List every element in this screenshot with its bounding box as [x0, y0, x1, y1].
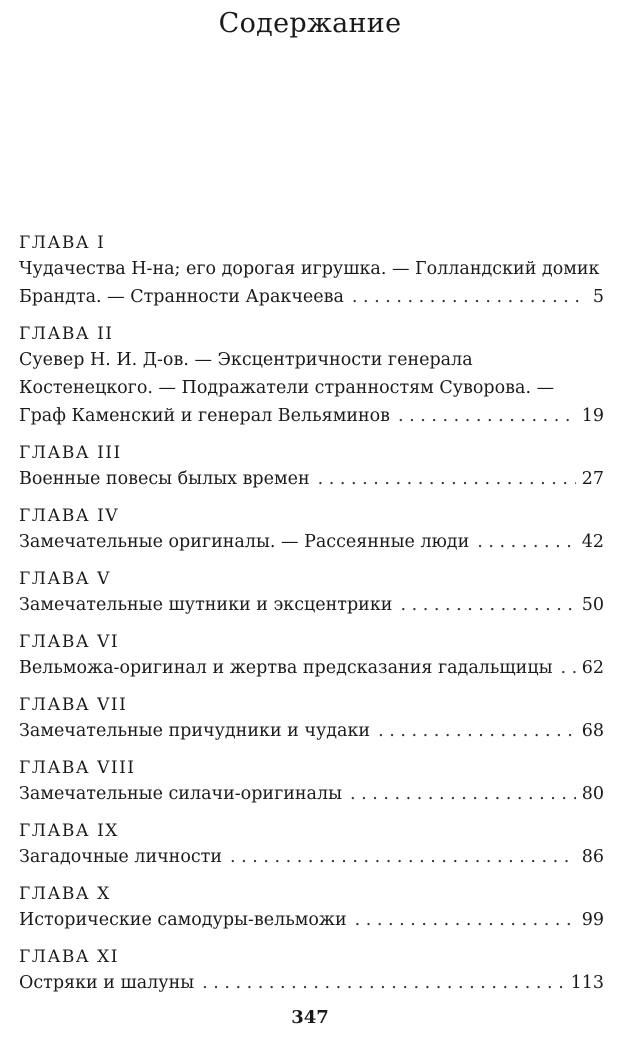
dot-leader: [477, 528, 575, 556]
entry-final-line: [19, 654, 604, 682]
chapter-heading: ГЛАВА VI: [19, 632, 120, 652]
entry-page-number: 113: [570, 973, 604, 993]
entry-final-line: [19, 402, 604, 430]
entry-page-number: 99: [581, 910, 604, 930]
entry-title-line: Граф Каменский и генерал Вельяминов: [19, 406, 391, 426]
entry-title-line: Замечательные силачи-оригиналы: [19, 784, 343, 804]
entry-title-line: Замечательные шутники и эксцентрики: [19, 595, 393, 615]
toc-entry: [19, 630, 604, 682]
chapter-heading: ГЛАВА V: [19, 569, 111, 589]
page-number: 347: [291, 1007, 329, 1028]
chapter-heading: ГЛАВА II: [19, 324, 114, 344]
chapter-heading: ГЛАВА VII: [19, 695, 128, 715]
chapter-heading: ГЛАВА XI: [19, 947, 119, 967]
entry-page-number: 80: [581, 784, 604, 804]
entry-final-line: [19, 465, 604, 493]
entry-title-line: Исторические самодуры-вельможи: [19, 910, 347, 930]
entry-final-line: [19, 528, 604, 556]
entry-final-line: [19, 969, 604, 997]
entry-title-line: Остряки и шалуны: [19, 973, 195, 993]
entry-title-line: Замечательные оригиналы. — Рассеянные люди: [19, 532, 470, 552]
entry-title-line: Замечательные причудники и чудаки: [19, 721, 371, 741]
chapter-heading: ГЛАВА VIII: [19, 758, 136, 778]
entry-page-number: 62: [581, 658, 604, 678]
toc-entry: [19, 231, 604, 311]
dot-leader: [355, 906, 576, 934]
entry-page-number: 19: [581, 406, 604, 426]
entry-page-number: 42: [581, 532, 604, 552]
chapter-heading: ГЛАВА IX: [19, 821, 119, 841]
entry-page-number: 27: [581, 469, 604, 489]
toc-entry: [19, 819, 604, 871]
toc-entry: [19, 567, 604, 619]
entry-final-line: [19, 780, 604, 808]
entry-title-line: Военные повесы былых времен: [19, 469, 310, 489]
dot-leader: [202, 969, 564, 997]
entry-title-line: Чудачества Н-на; его дорогая игрушка. — Голландский домик: [19, 259, 600, 279]
dot-leader: [350, 780, 576, 808]
entry-page-number: 50: [581, 595, 604, 615]
toc-entry: [19, 756, 604, 808]
dot-leader: [318, 465, 576, 493]
dot-leader: [561, 654, 576, 682]
chapter-heading: ГЛАВА X: [19, 884, 111, 904]
entry-page-number: 68: [581, 721, 604, 741]
entry-title-line: Брандта. — Странности Аракчеева: [19, 287, 344, 307]
toc-entry: [19, 882, 604, 934]
toc-entry: [19, 945, 604, 997]
toc-entry: [19, 322, 604, 430]
dot-leader: [230, 843, 576, 871]
chapter-heading: ГЛАВА I: [19, 233, 106, 253]
toc-entry: [19, 441, 604, 493]
entry-title-line: Вельможа-оригинал и жертва предсказания гадальщицы: [19, 658, 553, 678]
toc-entry: [19, 693, 604, 745]
entry-title-line: Костенецкого. — Подражатели странностям Суворова. —: [19, 378, 555, 398]
page-title: Содержание: [218, 8, 402, 39]
entry-page-number: 5: [592, 287, 604, 307]
entry-title-line: Суевер Н. И. Д-ов. — Эксцентричности генерала: [19, 350, 473, 370]
dot-leader: [398, 402, 576, 430]
entry-page-number: 86: [581, 847, 604, 867]
entry-final-line: [19, 843, 604, 871]
dot-leader: [378, 717, 576, 745]
chapter-heading: ГЛАВА III: [19, 443, 122, 463]
entry-title-line: Загадочные личности: [19, 847, 223, 867]
chapter-heading: ГЛАВА IV: [19, 506, 120, 526]
dot-leader: [400, 591, 575, 619]
table-of-contents: [19, 231, 604, 1008]
entry-final-line: [19, 591, 604, 619]
toc-entry: [19, 504, 604, 556]
dot-leader: [352, 283, 587, 311]
entry-final-line: [19, 906, 604, 934]
entry-final-line: [19, 717, 604, 745]
entry-final-line: [19, 283, 604, 311]
